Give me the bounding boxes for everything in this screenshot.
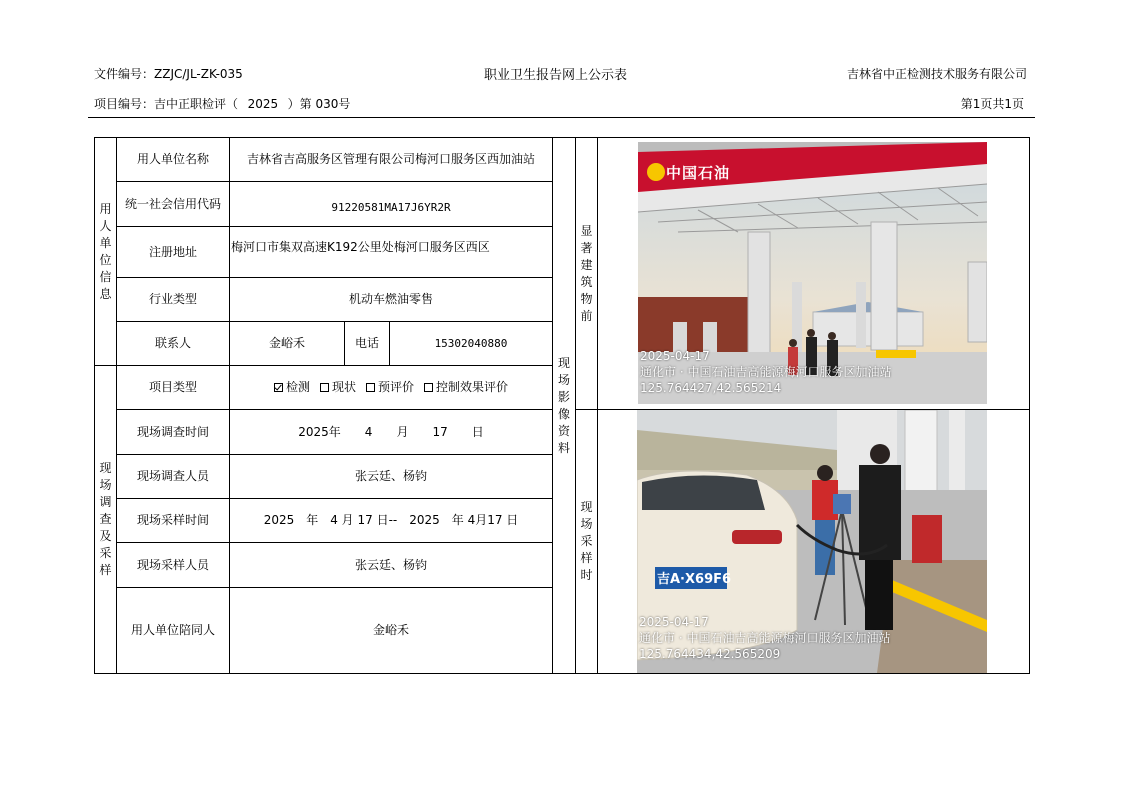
credit-code-label: 统一社会信用代码	[116, 181, 230, 227]
photo1-coords: 125.764427,42.565214	[640, 381, 782, 395]
survey-time-value: 2025年 4 月 17 日	[229, 409, 553, 455]
file-number: 文件编号：ZZJC/JL-ZK-035	[94, 67, 243, 81]
project-type-option[interactable]: 控制效果评价	[424, 380, 508, 394]
industry-label: 行业类型	[116, 277, 230, 322]
employer-info-group: 用人单位信息	[94, 137, 117, 366]
escort-value: 金峪禾	[229, 587, 553, 674]
checkbox-checked-icon	[274, 383, 283, 392]
phone-label: 电话	[344, 321, 390, 366]
photos-group: 现场影像资料	[552, 137, 576, 674]
survey-time-label: 现场调查时间	[116, 409, 230, 455]
escort-label: 用人单位陪同人	[116, 587, 230, 674]
checkbox-icon	[424, 383, 433, 392]
photo2-date: 2025-04-17	[639, 615, 709, 629]
survey-staff-value: 张云廷、杨钧	[229, 454, 553, 499]
header-divider	[88, 117, 1035, 118]
gas-station-photo	[638, 142, 987, 404]
phone-value: 15302040880	[389, 321, 553, 366]
sampling-time-label: 现场采样时间	[116, 498, 230, 543]
sampling-staff-value: 张云廷、杨钧	[229, 542, 553, 588]
photo1-date: 2025-04-17	[640, 349, 710, 363]
survey-staff-label: 现场调查人员	[116, 454, 230, 499]
credit-code-value: 91220581MA17J6YR2R	[229, 181, 553, 227]
project-type-options	[229, 365, 553, 410]
project-number-suffix: ）第 030号	[287, 97, 351, 111]
company-name: 吉林省中正检测技术服务有限公司	[846, 67, 1027, 81]
project-type-option[interactable]: 预评价	[366, 380, 414, 394]
page-title: 职业卫生报告网上公示表	[484, 68, 628, 83]
sampling-staff-label: 现场采样人员	[116, 542, 230, 588]
project-type-option[interactable]: 现状	[320, 380, 356, 394]
contact-value: 金峪禾	[229, 321, 345, 366]
checkbox-icon	[366, 383, 375, 392]
address-value: 梅河口市集双高速K192公里处梅河口服务区西区	[229, 226, 553, 278]
photo1-label: 显著建筑物前	[575, 137, 598, 410]
canopy-text: 中国石油	[666, 164, 731, 182]
employer-name-value: 吉林省吉高服务区管理有限公司梅河口服务区西加油站	[229, 137, 553, 182]
sampling-time-value: 2025 年 4 月 17 日-- 2025 年 4月17 日	[229, 498, 553, 543]
project-type-option[interactable]: 检测	[274, 380, 310, 394]
photo2-coords: 125.764434,42.565209	[639, 647, 781, 661]
checkbox-icon	[320, 383, 329, 392]
project-type-label: 项目类型	[116, 365, 230, 410]
sampling-photo	[637, 410, 987, 673]
contact-label: 联系人	[116, 321, 230, 366]
photo2-label: 现场采样时	[575, 409, 598, 674]
survey-group: 现场调查及采样	[94, 365, 117, 674]
disclosure-table	[94, 137, 1030, 674]
project-number	[94, 95, 350, 112]
page-info: 第1页共1页	[960, 97, 1024, 111]
project-year: 2025	[247, 97, 279, 111]
industry-value: 机动车燃油零售	[229, 277, 553, 322]
photo2-location: 通化市 · 中国石油吉高能源梅河口服务区加油站	[639, 631, 891, 645]
photo1-location: 通化市 · 中国石油吉高能源梅河口服务区加油站	[640, 365, 892, 379]
license-plate: 吉A·X69F6	[657, 572, 732, 587]
project-number-prefix: 项目编号：吉中正职检评（	[94, 97, 239, 111]
employer-name-label: 用人单位名称	[116, 137, 230, 182]
address-label: 注册地址	[116, 226, 230, 278]
